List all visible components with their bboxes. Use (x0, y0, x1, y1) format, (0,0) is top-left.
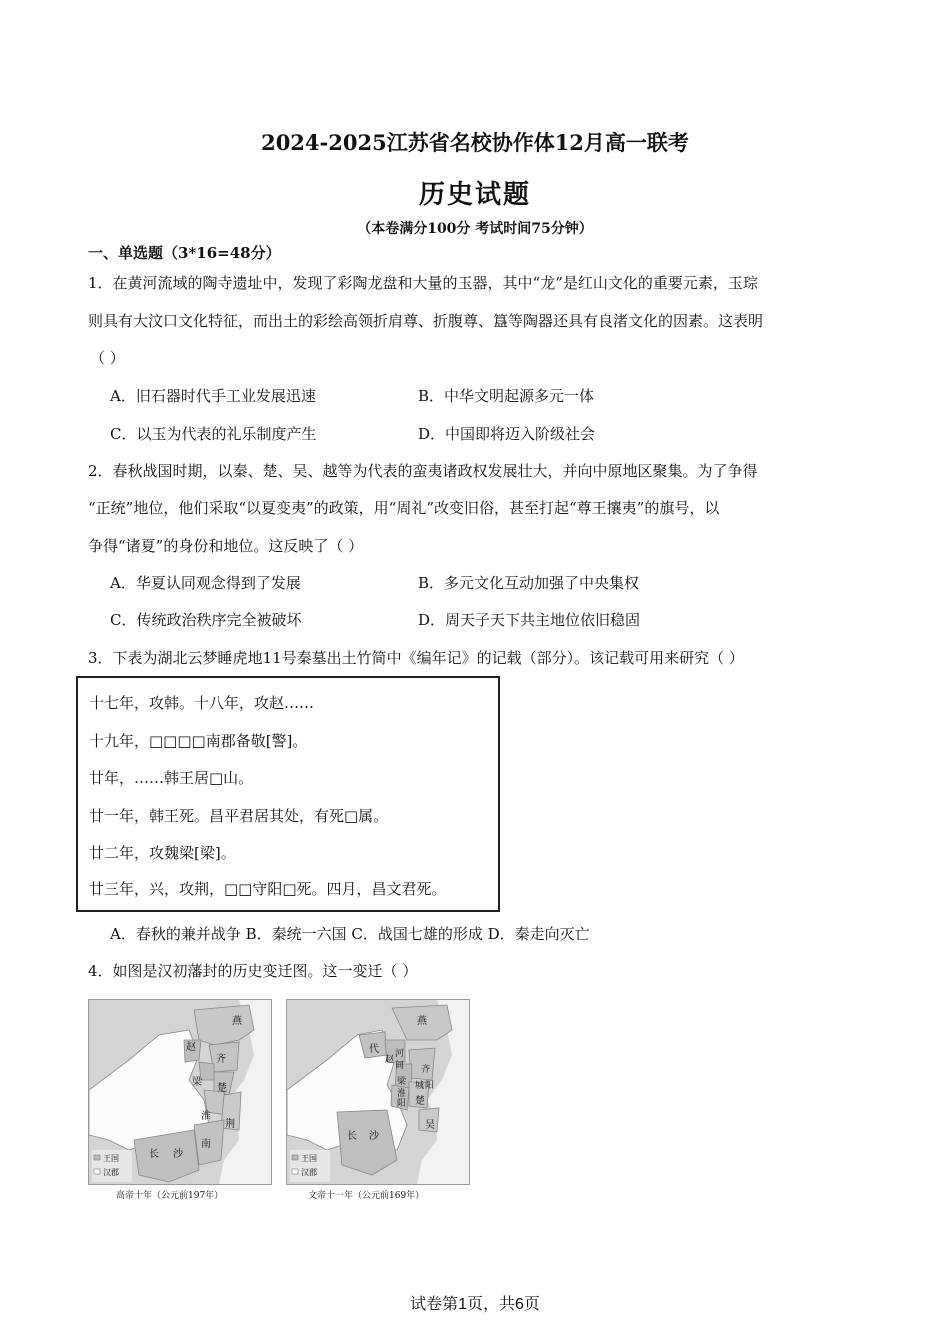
legend-label: 汉郡 (301, 1168, 317, 1177)
map-label: 齐 (421, 1065, 431, 1075)
exam-note: （本卷满分100分 考试时间75分钟） (357, 221, 593, 237)
map-wendi (286, 999, 470, 1185)
source-line: 廿年，……韩王居□山。 (89, 769, 254, 787)
map-label: 赵 (385, 1055, 395, 1065)
map-label: 淮 (201, 1111, 211, 1122)
q1-option-a: A．旧石器时代手工业发展迅速 (110, 387, 316, 405)
legend-label: 王国 (103, 1154, 119, 1163)
map-label: 间 (395, 1061, 405, 1071)
legend-label: 王国 (301, 1154, 317, 1163)
map-wendi-caption: 文帝十一年（公元前169年） (308, 1191, 425, 1201)
q4-stem: 4．如图是汉初藩封的历史变迁图。这一变迁（ ） (88, 962, 418, 980)
q2-line3: 争得“诸夏”的身份和地位。这反映了（ ） (88, 537, 364, 555)
map-label: 赵 (186, 1042, 196, 1053)
map-label: 沙 (173, 1149, 183, 1160)
map-label: 河 (395, 1049, 405, 1059)
source-line: 廿三年，兴，攻荆，□□守阳□死。四月，昌文君死。 (89, 880, 447, 898)
map-label: 荆 (225, 1119, 235, 1130)
map-label: 长 (347, 1131, 357, 1142)
map-label: 吴 (425, 1120, 435, 1131)
q1-line1: 1．在黄河流域的陶寺遗址中，发现了彩陶龙盘和大量的玉器，其中“龙”是红山文化的重要元素，玉琮 (88, 274, 758, 292)
map-label: 楚 (415, 1096, 425, 1107)
q2-option-c: C．传统政治秩序完全被破坏 (110, 611, 302, 629)
map-label: 梁 (192, 1077, 202, 1088)
map-label: 楚 (217, 1083, 227, 1094)
source-line: 十七年，攻韩。十八年，攻赵…… (89, 694, 315, 712)
source-line: 廿二年，攻魏梁[梁]。 (89, 844, 236, 862)
map-gaodi (88, 999, 272, 1185)
q3-options: A．春秋的兼并战争 B．秦统一六国 C．战国七雄的形成 D．秦走向灭亡 (110, 925, 590, 943)
page-footer: 试卷第1页，共6页 (410, 1296, 540, 1313)
map-label: 梁 (397, 1077, 407, 1087)
map-label: 城 (415, 1081, 425, 1091)
map-label: 齐 (216, 1054, 226, 1065)
q1-option-d: D．中国即将迈入阶级社会 (418, 425, 596, 443)
source-line: 廿一年，韩王死。昌平君居其处，有死□属。 (89, 807, 389, 825)
q1-line3: （ ） (90, 349, 125, 367)
q1-option-b: B．中华文明起源多元一体 (418, 387, 595, 405)
q3-source-box (76, 676, 500, 912)
map-label: 长 (149, 1149, 159, 1160)
q3-stem: 3．下表为湖北云梦睡虎地11号秦墓出土竹简中《编年记》的记载（部分）。该记载可用来研究（ ） (88, 649, 744, 667)
map-gaodi-caption: 高帝十年（公元前197年） (116, 1191, 224, 1201)
map-label: 阳 (425, 1081, 435, 1091)
q2-option-b: B．多元文化互动加强了中央集权 (418, 574, 640, 592)
exam-title: 2024-2025江苏省名校协作体12月高一联考 (261, 130, 689, 155)
subject-title: 历史试题 (418, 180, 531, 210)
map-label: 阳 (397, 1099, 407, 1109)
q1-line2: 则具有大汶口文化特征，而出土的彩绘高领折肩尊、折腹尊、簋等陶器还具有良渚文化的因素。这表明 (88, 312, 764, 330)
q2-option-a: A．华夏认同观念得到了发展 (110, 574, 301, 592)
map-label: 燕 (232, 1016, 242, 1027)
q2-option-d: D．周天子天下共主地位依旧稳固 (418, 611, 641, 629)
map-label: 燕 (417, 1016, 427, 1027)
map-label: 南 (201, 1139, 211, 1150)
map-label: 淮 (397, 1089, 407, 1099)
source-line: 十九年，□□□□南郡备敬[警]。 (89, 732, 308, 750)
legend-label: 汉郡 (103, 1168, 119, 1177)
map-label: 代 (369, 1044, 379, 1055)
q1-option-c: C．以玉为代表的礼乐制度产生 (110, 425, 317, 443)
q2-line2: “正统”地位，他们采取“以夏变夷”的政策，用“周礼”改变旧俗，甚至打起“尊王攘夷”的旗号，以 (88, 499, 720, 517)
map-label: 沙 (369, 1131, 379, 1142)
section-heading: 一、单选题（3*16=48分） (88, 244, 281, 262)
q2-line1: 2．春秋战国时期，以秦、楚、吴、越等为代表的蛮夷诸政权发展壮大，并向中原地区聚集。为了争得 (88, 462, 758, 480)
